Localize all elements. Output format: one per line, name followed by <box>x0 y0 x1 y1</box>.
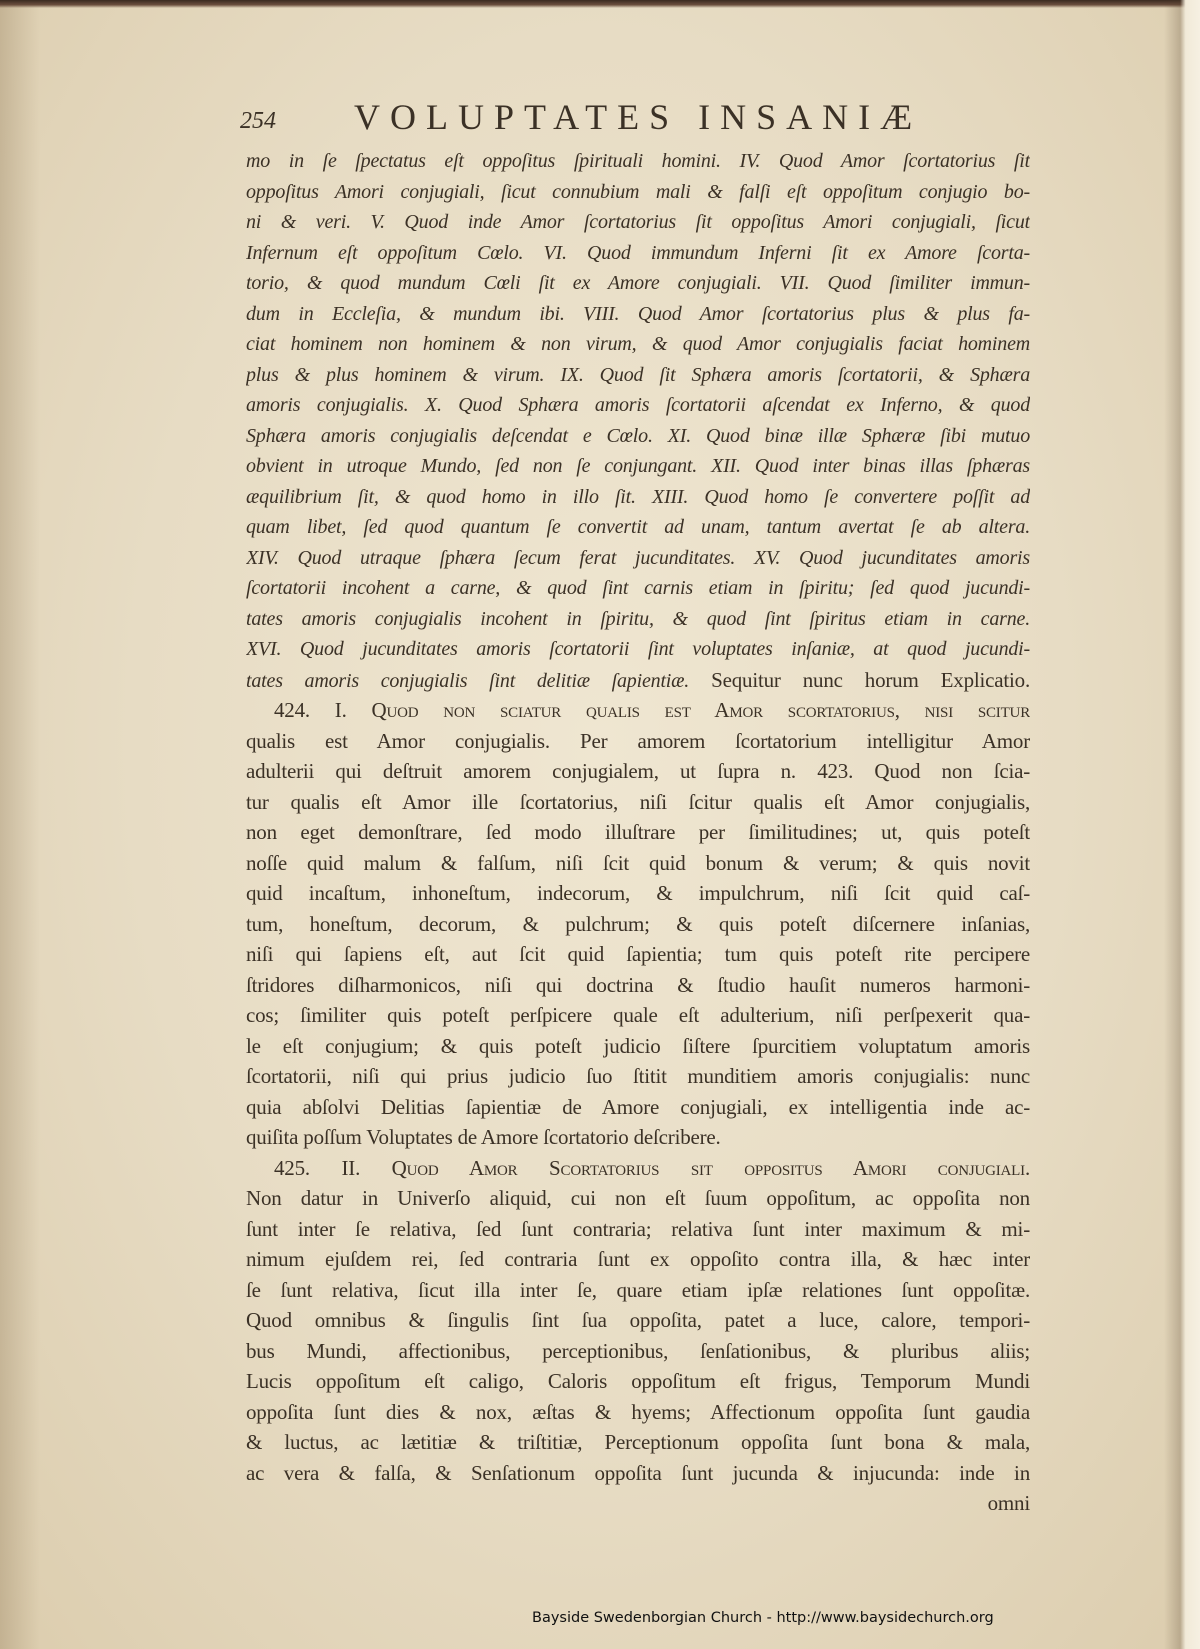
summary-line: mo in ſe ſpectatus eſt oppoſitus ſpirituali homini. IV. Quod Amor ſcortatorius ſit <box>246 150 1030 172</box>
section-425-line: oppoſita ſunt dies & nox, æſtas & hyems; Affectionum oppoſita ſunt gaudia <box>246 1399 1030 1424</box>
summary-line: ſcortatorii incohent a carne, & quod ſint carnis etiam in ſpiritu; ſed quod jucundi- <box>246 577 1030 599</box>
summary-closing-italic: tates amoris conjugialis ſint delitiæ ſapientiæ. <box>246 669 690 692</box>
mixed-line-wrap <box>246 665 1030 696</box>
section-424 <box>246 695 1030 1153</box>
section-425-line: Quod omnibus & ſingulis ſint ſua oppoſita, patet a luce, calore, tempori- <box>246 1308 1030 1332</box>
section-425-line: ſe ſunt relativa, ſicut illa inter ſe, quare etiam ipſæ relationes ſunt oppoſitæ. <box>246 1277 1030 1302</box>
summary-line: quam libet, ſed quod quantum ſe convertit ad unam, tantum avertat ſe ab altera. <box>246 516 1030 538</box>
summary-line: oppoſitus Amori conjugiali, ſicut connubium mali & falſi eſt oppoſitum conjugio bo- <box>246 180 1030 203</box>
section-425 <box>246 1153 1030 1489</box>
summary-line: æquilibrium ſit, & quod homo in illo ſit. XIII. Quod homo ſe convertere poſſit ad <box>246 485 1030 508</box>
section-424-line: qualis est Amor conjugialis. Per amorem ſcortatorium intelligitur Amor <box>246 728 1030 753</box>
section-425-line: bus Mundi, affectionibus, perceptionibus, ſenſationibus, & pluribus aliis; <box>246 1338 1030 1363</box>
summary-line: ciat hominem non hominem & non virum, & quod Amor conjugialis faciat hominem <box>246 333 1030 355</box>
italic-summary-block <box>246 146 1030 665</box>
summary-line: amoris conjugialis. X. Quod Sphæra amoris ſcortatorii aſcendat ex Inferno, & quod <box>246 394 1030 416</box>
summary-line: XIV. Quod utraque ſphæra ſecum ferat jucunditates. XV. Quod jucunditates amoris <box>246 546 1030 569</box>
footer-credit: Bayside Swedenborgian Church - http://www.baysidechurch.org <box>532 1610 994 1626</box>
section-425-line: & luctus, ac lætitiæ & triſtitiæ, Perceptionum oppoſita ſunt bona & mala, <box>246 1430 1030 1454</box>
page-right-edge <box>1164 0 1200 1649</box>
catchword-wrap <box>246 1488 1030 1519</box>
summary-line: tates amoris conjugialis incohent in ſpiritu, & quod ſint ſpiritus etiam in carne. <box>246 607 1030 630</box>
section-425-line: ſunt inter ſe relativa, ſed ſunt contraria; relativa ſunt inter maximum & mi- <box>246 1216 1030 1241</box>
page-body <box>246 146 1030 1519</box>
section-424-line: cos; ſimiliter quis poteſt perſpicere quale eſt adulterium, niſi perſpexerit qua- <box>246 1003 1030 1027</box>
running-head <box>240 94 1030 138</box>
summary-line: Infernum eſt oppoſitum Cœlo. VI. Quod immundum Inferni ſit ex Amore ſcorta- <box>246 241 1030 264</box>
catchword: omni <box>987 1491 1030 1515</box>
section-424-line: noſſe quid malum & falſum, niſi ſcit quid bonum & verum; & quis novit <box>246 850 1030 875</box>
summary-closing-line <box>246 665 1030 696</box>
running-head-title: VOLUPTATES INSANIÆ <box>354 97 923 137</box>
section-424-line: quiſita poſſum Voluptates de Amore ſcortatorio deſcribere. <box>246 1125 721 1149</box>
section-424-line: adulterii qui deſtruit amorem conjugialem, ut ſupra n. 423. Quod non ſcia- <box>246 759 1030 783</box>
section-425-line: Non datur in Univerſo aliquid, cui non eſt ſuum oppoſitum, ac oppoſita non <box>246 1186 1030 1210</box>
section-424-line: le eſt conjugium; & quis poteſt judicio ſiſtere ſpurcitiem voluptatum amoris <box>246 1033 1030 1058</box>
section-424-line: tum, honeſtum, decorum, & pulchrum; & quis poteſt diſcernere inſanias, <box>246 911 1030 936</box>
section-425-line: ac vera & falſa, & Senſationum oppoſita ſunt jucunda & injucunda: inde in <box>246 1460 1030 1485</box>
section-424-line: quia abſolvi Delitias ſapientiæ de Amore conjugiali, ex intelligentia inde ac- <box>246 1094 1030 1119</box>
section-424-line: niſi qui ſapiens eſt, aut ſcit quid ſapientia; tum quis poteſt rite percipere <box>246 942 1030 966</box>
section-425-line: 425. II. Quod Amor Scortatorius sit oppositus Amori conjugiali. <box>274 1155 1030 1180</box>
summary-closing-roman: Sequitur nunc horum Explicatio. <box>689 667 1030 692</box>
summary-line: Sphæra amoris conjugialis deſcendat e Cœlo. XI. Quod binæ illæ Sphæræ ſibi mutuo <box>246 424 1030 447</box>
summary-line: dum in Eccleſia, & mundum ibi. VIII. Quod Amor ſcortatorius plus & plus fa- <box>246 302 1030 325</box>
gutter-shadow <box>0 0 40 1649</box>
summary-line: ni & veri. V. Quod inde Amor ſcortatorius ſit oppoſitus Amori conjugiali, ſicut <box>246 211 1030 233</box>
section-425-line: Lucis oppoſitum eſt caligo, Caloris oppoſitum eſt frigus, Temporum Mundi <box>246 1369 1030 1393</box>
section-424-line: quid incaſtum, inhoneſtum, indecorum, & impulchrum, niſi ſcit quid caſ- <box>246 881 1030 905</box>
summary-line: torio, & quod mundum Cœli ſit ex Amore conjugiali. VII. Quod ſimiliter immun- <box>246 272 1030 294</box>
page-top-edge <box>0 0 1200 8</box>
section-424-line: 424. I. Quod non sciatur qualis est Amor scortatorius, nisi scitur <box>274 698 1030 722</box>
section-425-line: nimum ejuſdem rei, ſed contraria ſunt ex oppoſito contra illa, & hæc inter <box>246 1247 1030 1271</box>
section-424-line: tur qualis eſt Amor ille ſcortatorius, niſi ſcitur qualis eſt Amor conjugialis, <box>246 789 1030 814</box>
summary-line: obvient in utroque Mundo, ſed non ſe conjungant. XII. Quod inter binas illas ſphæras <box>246 455 1030 477</box>
summary-line: plus & plus hominem & virum. IX. Quod ſit Sphæra amoris ſcortatorii, & Sphæra <box>246 363 1030 386</box>
section-424-line: non eget demonſtrare, ſed modo illuſtrare per ſimilitudines; ut, quis poteſt <box>246 820 1030 844</box>
summary-line: XVI. Quod jucunditates amoris ſcortatorii ſint voluptates inſaniæ, at quod jucundi- <box>246 638 1030 660</box>
page-number: 254 <box>240 108 276 134</box>
section-424-line: ſcortatorii, niſi qui prius judicio ſuo ſtitit munditiem amoris conjugialis: nunc <box>246 1064 1030 1088</box>
section-424-line: ſtridores diſharmonicos, niſi qui doctrina & ſtudio hauſit numeros harmoni- <box>246 972 1030 997</box>
